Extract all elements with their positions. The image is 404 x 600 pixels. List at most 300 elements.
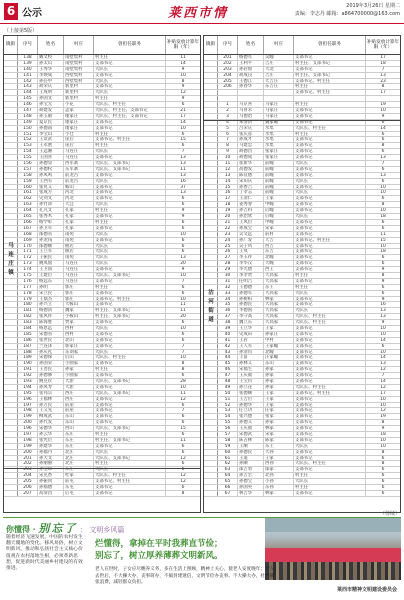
town-cell <box>204 73 218 78</box>
town-cell <box>204 202 218 207</box>
subsidy-cell: 20 <box>180 314 186 320</box>
position-cell: 支部书记 <box>94 320 166 325</box>
name-cell: 孙卫军 <box>38 226 64 231</box>
seq-cell: 18 <box>218 202 238 207</box>
subsidy-cell: 9 <box>381 426 385 431</box>
seq-cell: 165 <box>18 214 38 219</box>
subsidy-cell: 6 <box>381 343 385 349</box>
village-cell: 孔家 <box>64 208 94 213</box>
subsidy-cell: 18 <box>380 214 386 219</box>
position-cell: 大队长 <box>294 190 366 195</box>
position-cell: 大队长、村主任 <box>294 385 366 390</box>
town-cell <box>204 208 218 213</box>
col-name: 姓名 <box>238 36 264 54</box>
position-cell: 村主任、支部书记 <box>294 61 366 66</box>
position-cell: 支部书记 <box>294 432 366 437</box>
village-cell: 新里村 <box>64 96 94 101</box>
subsidy-cell: 17 <box>380 55 386 60</box>
position-cell: 大队长、支部书记 <box>94 426 166 431</box>
town-cell <box>4 420 18 425</box>
position-cell: 支部书记 <box>294 202 366 207</box>
village-cell: 西山 <box>64 426 94 431</box>
name-cell: 宋德保 <box>38 355 64 360</box>
village-cell: 西军寨 <box>64 161 94 166</box>
name-cell: 史剑文 <box>38 196 64 201</box>
village-cell: 崖后 <box>64 137 94 142</box>
subsidy-cell: 13 <box>180 255 186 261</box>
position-cell: 大队长、村主任 <box>94 473 166 478</box>
town-cell <box>204 102 218 107</box>
col-village: 村庄 <box>264 36 294 54</box>
seq-cell: 7 <box>218 137 238 142</box>
subsidy-cell: 11 <box>180 437 186 443</box>
subsidy-cell: 6 <box>181 284 185 290</box>
banner-title-pre: 你懂得 · <box>6 524 36 534</box>
position-cell: 支部书记 <box>294 332 366 337</box>
name-cell: 王岚 <box>238 249 264 254</box>
position-cell: 支部书记 <box>94 126 166 131</box>
seq-cell: 45 <box>218 361 238 366</box>
name-cell: 孙德军 <box>238 291 264 296</box>
village-cell: 郭庄 <box>64 297 94 302</box>
town-cell <box>204 491 218 496</box>
subsidy-cell: 17 <box>180 113 186 119</box>
village-cell: 马连庄 <box>64 261 94 266</box>
village-cell: 西墅集村 <box>64 79 94 84</box>
subsidy-cell: 6 <box>381 137 385 143</box>
village-cell: 宋家 <box>264 226 294 231</box>
position-cell: 支部书记、村主任 <box>294 238 366 243</box>
village-cell: 前崖 <box>64 403 94 408</box>
name-cell: 任立功 <box>238 408 264 413</box>
village-cell: 东庄 <box>64 438 94 443</box>
town-cell <box>4 485 18 490</box>
name-cell: 胡德昌 <box>238 149 264 154</box>
position-cell: 村主任 <box>94 285 166 290</box>
town-cell <box>4 96 18 101</box>
seq-cell: 13 <box>218 173 238 178</box>
subsidy-cell: 19 <box>380 102 386 108</box>
position-cell: 支部书记 <box>94 155 166 160</box>
position-cell: 支部书记 <box>294 279 366 284</box>
town-cell <box>4 202 18 207</box>
seq-cell: 158 <box>18 173 38 178</box>
town-cell <box>204 108 218 113</box>
seq-cell: 194 <box>18 385 38 390</box>
name-cell: 邵吉勇 <box>238 467 264 472</box>
subsidy-cell: 10 <box>380 184 386 190</box>
village-cell: 东山 <box>64 420 94 425</box>
subsidy-cell: 13 <box>380 155 386 161</box>
seq-cell: 153 <box>18 143 38 148</box>
position-cell: 支部书记 <box>94 173 166 178</box>
village-cell: 大疃 <box>264 261 294 266</box>
subsidy-cell: 17 <box>380 90 386 96</box>
seq-cell: 195 <box>18 391 38 396</box>
seq-cell: 142 <box>18 79 38 84</box>
continued-label: （上接第5版） <box>4 28 38 34</box>
seq-cell: 14 <box>218 179 238 184</box>
village-cell: 北孙 <box>264 473 294 478</box>
seq-cell: 140 <box>18 67 38 72</box>
town-cell <box>4 55 18 60</box>
position-cell: 支部书记 <box>294 302 366 307</box>
position-cell: 支部书记、村主任 <box>294 79 366 84</box>
subsidy-cell: 9 <box>381 113 385 119</box>
position-cell: 大队长 <box>294 161 366 166</box>
name-cell: 孙竹沛 <box>38 202 64 207</box>
name-cell: 王风臣 <box>238 220 264 225</box>
name-cell: 任明吉 <box>238 279 264 284</box>
seq-cell: 141 <box>18 73 38 78</box>
village-cell: 孔家 <box>64 214 94 219</box>
seq-cell: 179 <box>18 297 38 302</box>
position-cell: 支部书记 <box>294 196 366 201</box>
village-cell: 小曲家 <box>64 361 94 366</box>
seq-cell: 163 <box>18 202 38 207</box>
name-cell: 孙大文 <box>38 456 64 461</box>
subsidy-cell: 12 <box>180 455 186 461</box>
village-cell: 王家 <box>264 326 294 331</box>
village-cell: 瑾家庄 <box>64 126 94 131</box>
name-cell: 杨恩远 <box>38 326 64 331</box>
subsidy-cell: 6 <box>381 178 385 184</box>
position-cell: 大队长、支部书记 <box>94 379 166 384</box>
town-cell <box>204 84 218 89</box>
subsidy-cell: 14 <box>380 355 386 361</box>
seq-cell: 63 <box>218 467 238 472</box>
subsidy-cell: 13 <box>380 314 386 320</box>
town-cell <box>4 438 18 443</box>
position-cell: 支部书记 <box>294 403 366 408</box>
town-cell <box>204 149 218 154</box>
subsidy-cell: 9 <box>381 278 385 284</box>
name-cell: 高德发 <box>238 167 264 172</box>
name-cell <box>238 90 264 95</box>
subsidy-cell: 16 <box>180 178 186 184</box>
village-cell: 前疃 <box>264 190 294 195</box>
name-cell: 孙太山 <box>38 61 64 66</box>
position-cell: 村主任 <box>94 55 166 60</box>
village-cell: 西村 <box>64 332 94 337</box>
position-cell: 村主任 <box>94 143 166 148</box>
subsidy-cell: 13 <box>380 72 386 78</box>
subsidy-cell: 10 <box>180 125 186 131</box>
subsidy-cell: 12 <box>380 408 386 414</box>
village-cell: 东吉 <box>264 249 294 254</box>
banner-publisher: 莱西市精神文明建设委员会 <box>336 587 397 593</box>
name-cell: 孙广发 <box>238 238 264 243</box>
village-cell: 前龙古 <box>64 173 94 178</box>
subsidy-cell: 12 <box>180 90 186 96</box>
subsidy-cell: 6 <box>381 131 385 137</box>
village-cell: 大高家 <box>264 279 294 284</box>
seq-cell: 49 <box>218 385 238 390</box>
position-cell: 大队长 <box>94 326 166 331</box>
name-cell: 王卫国 <box>38 267 64 272</box>
seq-cell: 39 <box>218 326 238 331</box>
village-cell: 张家庄 <box>264 155 294 160</box>
town-cell <box>204 479 218 484</box>
subsidy-cell: 6 <box>181 331 185 337</box>
page-header <box>0 0 404 24</box>
village-cell: 大淤 <box>64 379 94 384</box>
name-cell: 孙庆礼 <box>38 350 64 355</box>
name-cell: 孙国荣 <box>38 361 64 366</box>
seq-cell: 66 <box>218 485 238 490</box>
position-cell: 支部书记 <box>294 208 366 213</box>
village-cell: 郭庄 <box>64 285 94 290</box>
village-cell: 吉庄 <box>264 61 294 66</box>
position-cell: 村主任 <box>294 485 366 490</box>
seq-cell: 183 <box>18 320 38 325</box>
village-cell: 马家庄 <box>264 108 294 113</box>
position-cell: 支部书记 <box>94 373 166 378</box>
banner-slogan <box>95 538 255 562</box>
name-cell: 柳成武 <box>38 414 64 419</box>
village-cell: 北庄 <box>64 456 94 461</box>
subsidy-cell: 10 <box>380 331 386 337</box>
position-cell: 支部书记 <box>294 456 366 461</box>
village-cell: 河北 <box>64 190 94 195</box>
subsidy-cell: 6 <box>381 261 385 267</box>
village-cell: 北山 <box>64 338 94 343</box>
town-divider <box>4 468 200 469</box>
village-cell: 北庄 <box>64 450 94 455</box>
town-cell <box>4 444 18 449</box>
village-cell: 大鞍山 <box>64 302 94 307</box>
seq-cell: 59 <box>218 444 238 449</box>
seq-cell: 40 <box>218 332 238 337</box>
town-cell <box>4 173 18 178</box>
name-cell: 王宝钧 <box>238 379 264 384</box>
position-cell: 支部书记 <box>294 338 366 343</box>
subsidy-cell: 11 <box>180 166 186 172</box>
town-cell <box>4 326 18 331</box>
slogan-line: 别忘了，树立厚养薄葬文明新风。 <box>95 551 223 561</box>
village-cell: 小花 <box>64 102 94 107</box>
position-cell: 支部书记 <box>294 232 366 237</box>
subsidy-cell: 9 <box>181 214 185 219</box>
seq-cell: 56 <box>218 426 238 431</box>
name-cell: 马建忠 <box>238 143 264 148</box>
col-subsidy: 补贴发放计算年限（年） <box>166 39 200 50</box>
seq-cell: 157 <box>18 167 38 172</box>
subsidy-cell: 11 <box>180 308 186 314</box>
village-cell: 西庄 <box>64 397 94 402</box>
village-cell: 孙家 <box>264 373 294 378</box>
subsidy-cell: 7 <box>181 278 185 284</box>
seq-cell: 199 <box>18 414 38 419</box>
name-cell: 马喜禾 <box>238 108 264 113</box>
position-cell: 支部书记、村主任 <box>94 137 166 142</box>
seq-cell: 65 <box>218 479 238 484</box>
name-cell: 孙福丹 <box>38 450 64 455</box>
seq-cell: 138 <box>18 55 38 60</box>
position-cell: 支部书记 <box>294 155 366 160</box>
name-cell: 姚凤仙 <box>38 261 64 266</box>
name-cell: 李玉祥 <box>238 255 264 260</box>
name-cell: 史成田 <box>238 332 264 337</box>
position-cell: 大队长 <box>94 450 166 455</box>
seq-cell: 185 <box>18 332 38 337</box>
town-cell <box>4 102 18 107</box>
name-cell: 李华汉 <box>238 261 264 266</box>
name-cell: 王岩 <box>238 338 264 343</box>
seq-cell: 154 <box>18 149 38 154</box>
seq-cell: 197 <box>18 403 38 408</box>
name-cell: 戴文校 <box>38 55 64 60</box>
subsidy-cell: 6 <box>181 402 185 408</box>
position-cell: 支部书记 <box>94 279 166 284</box>
table-body <box>4 55 200 497</box>
village-cell: 中疃 <box>264 202 294 207</box>
subsidy-cell: 21 <box>180 108 186 113</box>
seq-cell: 60 <box>218 450 238 455</box>
town-cell <box>204 279 218 284</box>
village-cell: 东庄 <box>64 432 94 437</box>
position-cell: 支部书记 <box>94 332 166 337</box>
subsidy-cell: 10 <box>380 190 386 196</box>
town-cell <box>4 214 18 219</box>
village-cell: 大高家 <box>264 320 294 325</box>
town-cell <box>204 332 218 337</box>
village-cell: 东孙 <box>264 485 294 490</box>
seq-cell: 16 <box>218 190 238 195</box>
village-cell: 王家 <box>264 391 294 396</box>
subsidy-cell: 7 <box>181 408 185 414</box>
position-cell: 大队长、村主任 <box>294 461 366 466</box>
name-cell: 王德德 <box>238 285 264 290</box>
subsidy-cell: 13 <box>180 161 186 166</box>
position-cell: 支部书记 <box>294 350 366 355</box>
position-cell: 支部书记、村主任 <box>294 90 366 95</box>
position-cell: 大队长 <box>294 479 366 484</box>
name-cell: 孙宝珍 <box>38 467 64 472</box>
position-cell: 村主任、支部书记 <box>94 314 166 319</box>
village-cell: 林家 <box>264 491 294 496</box>
village-cell: 大高家 <box>264 273 294 278</box>
subsidy-cell: 10 <box>180 296 186 302</box>
position-cell: 支部书记 <box>94 361 166 366</box>
subsidy-cell: 12 <box>180 473 186 479</box>
village-cell: 东吉庄 <box>264 84 294 89</box>
village-cell: 邵家 <box>264 467 294 472</box>
subsidy-cell: 10 <box>380 108 386 113</box>
name-cell: 姚克钦 <box>38 379 64 384</box>
town-cell <box>4 314 18 319</box>
seq-cell: 148 <box>18 114 38 119</box>
seq-cell: 25 <box>218 244 238 249</box>
name-cell: 孙龙钱 <box>38 238 64 243</box>
subsidy-cell: 10 <box>380 443 386 449</box>
subsidy-cell: 8 <box>381 272 385 278</box>
subsidy-cell: 7 <box>381 66 385 72</box>
position-cell: 支部书记 <box>294 361 366 366</box>
subsidy-cell: 6 <box>181 225 185 231</box>
seq-cell: 20 <box>218 214 238 219</box>
position-cell: 支部书记、村主任 <box>94 297 166 302</box>
village-cell: 王家 <box>264 196 294 201</box>
village-cell: 鞍山 <box>64 185 94 190</box>
position-cell: 支部书记 <box>294 467 366 472</box>
position-cell: 支部书记 <box>294 255 366 260</box>
seq-cell: 57 <box>218 432 238 437</box>
position-cell: 大队长 <box>94 467 166 472</box>
name-cell: 宋德武 <box>238 432 264 437</box>
town-cell <box>4 344 18 349</box>
name-cell: 孙春华 <box>238 84 264 89</box>
village-cell: 前村 <box>264 232 294 237</box>
town-cell <box>4 361 18 366</box>
seq-cell: 146 <box>18 102 38 107</box>
name-cell: 王远湘 <box>38 149 64 154</box>
position-cell: 支部书记 <box>294 249 366 254</box>
town-cell <box>204 96 218 101</box>
town-cell <box>4 350 18 355</box>
position-cell: 大队长 <box>94 244 166 249</box>
position-cell: 支部书记 <box>94 302 166 307</box>
village-cell: 大北 <box>264 67 294 72</box>
name-cell: 杨德军 <box>238 55 264 60</box>
name-cell: 李德国 <box>238 308 264 313</box>
subsidy-cell: 6 <box>181 467 185 473</box>
town-cell <box>204 79 218 84</box>
position-cell: 支部书记 <box>294 408 366 413</box>
name-cell: 马德治 <box>238 114 264 119</box>
position-cell: 支部书记 <box>294 261 366 266</box>
position-cell: 支部书记 <box>94 491 166 496</box>
village-cell: 大孙 <box>264 450 294 455</box>
seq-cell: 53 <box>218 408 238 413</box>
seq-cell: 159 <box>18 179 38 184</box>
position-cell: 大队长、支部书记 <box>94 391 166 396</box>
village-cell: 马连庄 <box>64 267 94 272</box>
town-cell <box>4 79 18 84</box>
subsidy-cell: 8 <box>181 78 185 84</box>
name-cell: 孙德宝 <box>238 479 264 484</box>
name-cell: 孙树柏 <box>238 297 264 302</box>
seq-cell: 1 <box>218 102 238 107</box>
subsidy-cell: 6 <box>181 337 185 343</box>
subsidy-cell: 7 <box>181 343 185 349</box>
subsidy-cell: 6 <box>181 414 185 420</box>
village-cell: 后疃 <box>264 214 294 219</box>
name-cell: 孙吉宏 <box>238 473 264 478</box>
village-cell: 前疃 <box>264 161 294 166</box>
subsidy-cell: 19 <box>380 414 386 420</box>
seq-cell: 10 <box>218 155 238 160</box>
name-cell: 马京喜 <box>238 102 264 107</box>
position-cell: 支部书记 <box>294 355 366 360</box>
name-cell: 丁孝志 <box>238 190 264 195</box>
town-cell <box>4 114 18 119</box>
village-cell: 东屯 <box>64 485 94 490</box>
village-cell: 大吉庄 <box>264 79 294 84</box>
position-cell: 支部书记 <box>94 185 166 190</box>
village-cell: 孔家 <box>64 220 94 225</box>
subsidy-cell: 10 <box>380 349 386 355</box>
seq-cell: 27 <box>218 255 238 260</box>
position-cell: 大队长 <box>94 202 166 207</box>
subsidy-cell: 10 <box>180 72 186 78</box>
subsidy-cell: 12 <box>180 479 186 485</box>
subsidy-cell: 6 <box>181 461 185 467</box>
town-cell <box>204 485 218 490</box>
position-cell: 村主任、支部书记 <box>94 438 166 443</box>
village-cell: 南苑 <box>64 255 94 260</box>
name-cell: 王景武 <box>38 137 64 142</box>
